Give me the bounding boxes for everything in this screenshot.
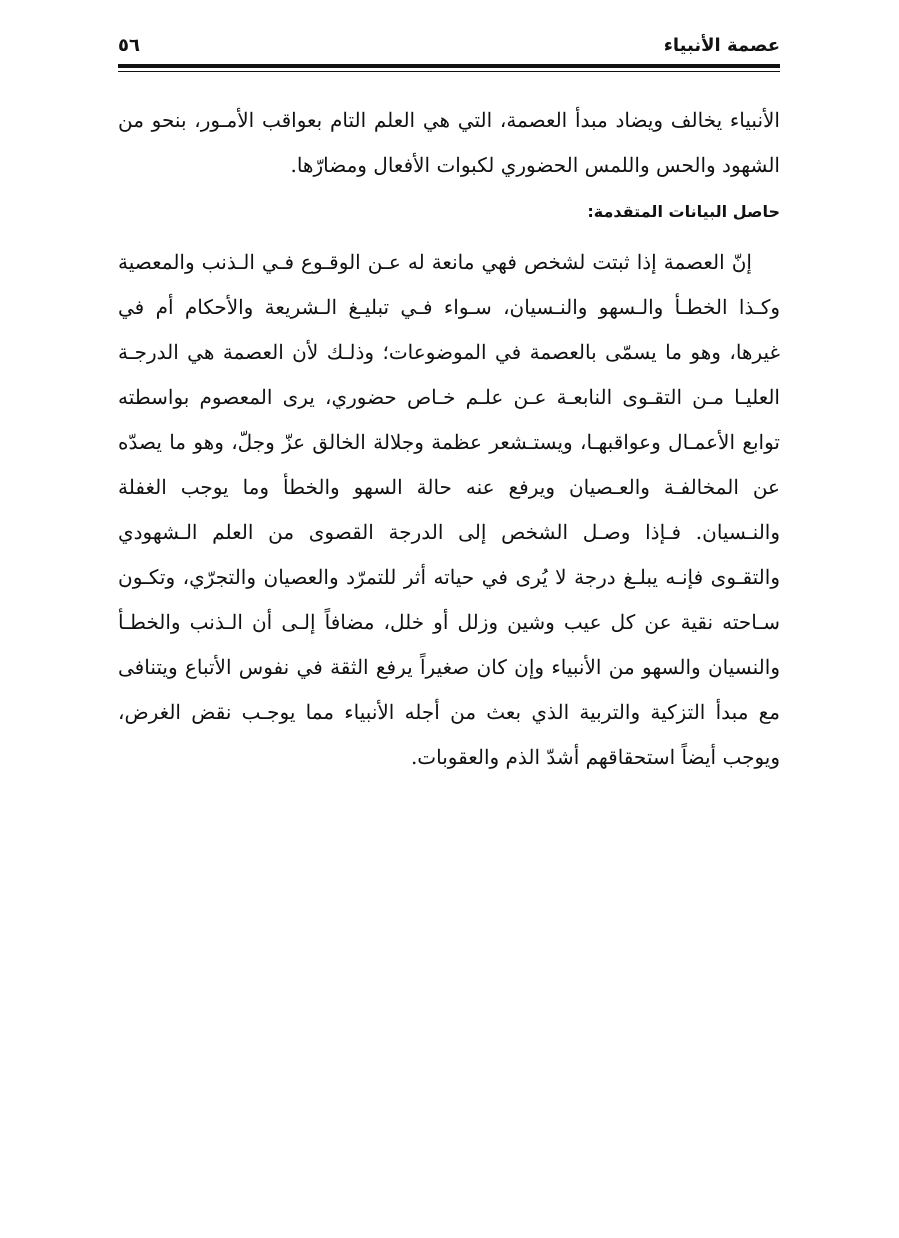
running-header xyxy=(118,30,780,64)
intro-paragraph: الأنبياء يخالف ويضاد مبدأ العصمة، التي هي العلم التام بعواقب الأمـور، بنحو من الشهود والحس واللمس الحضوري لكبوات الأفعال ومضارّها. xyxy=(118,108,780,177)
main-paragraph: إنّ العصمة إذا ثبتت لشخص فهي مانعة له عـن الوقـوع فـي الـذنب والمعصية وكـذا الخطـأ والـسهو والنـسيان، سـواء فـي تبليـغ الـشريعة والأحكام أم في غيرها، وهو ما يسمّى بالعصمة في الموضوعات؛ وذلـك لأن العصمة هي الدرجـة العليـا مـن التقـوى النابعـة عـن علـم خـاص حضوري، يرى المعصوم بواسطته توابع الأعمـال وعواقبهـا، ويستـشعر عظمة وجلالة الخالق عزّ وجلّ، وهو ما يصدّه عن المخالفـة والعـصيان ويرفع عنه حالة السهو والخطأ وما يوجب الغفلة والنـسيان. فـإذا وصـل الشخص إلى الدرجة القصوى من العلم الـشهودي والتقـوى فإنـه يبلـغ درجة لا يُرى في حياته أثر للتمرّد والعصيان والتجرّي، وتكـون سـاحته نقية عن كل عيب وشين وزلل أو خلل، مضافاً إلـى أن الـذنب والخطـأ والنسيان والسهو من الأنبياء وإن كان صغيراً يرفع الثقة في نفوس الأتباع ويتنافى مع مبدأ التزكية والتربية الذي بعث من أجله الأنبياء مما يوجـب نقض الغرض، ويوجب أيضاً استحقاقهم أشدّ الذم والعقوبات. xyxy=(118,250,780,769)
section-heading: حاصل البيانات المتقدمة: xyxy=(587,202,780,221)
page-number: ٥٦ xyxy=(118,35,140,56)
running-header-title: عصمة الأنبياء xyxy=(663,35,780,56)
header-rule-thick xyxy=(118,64,780,68)
body-text xyxy=(118,98,780,780)
header-rule-thin xyxy=(118,71,780,72)
